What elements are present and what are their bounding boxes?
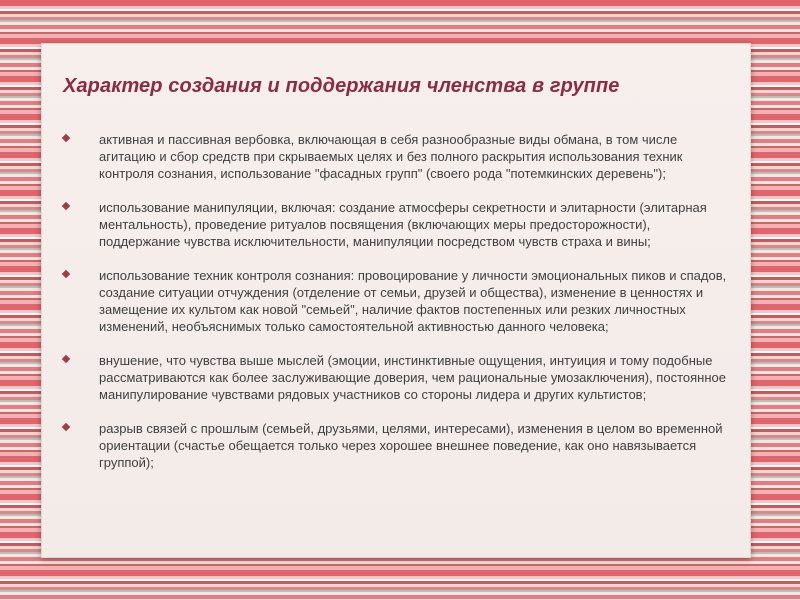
diamond-bullet-icon (62, 202, 70, 210)
bullet-item (59, 420, 729, 471)
bullet-item (59, 199, 729, 250)
bullet-text: активная и пассивная вербовка, включающая в себя разнообразные виды обмана, в том числе агитацию и сбор средств при скрываемых целях и без полного раскрытия использования техник контроля сознания, использование "фасадных групп" (своего рода "потемкинских деревень"); (99, 132, 683, 181)
diamond-bullet-icon (62, 355, 70, 363)
bullet-list (59, 131, 729, 488)
diamond-bullet-icon (62, 270, 70, 278)
slide-title: Характер создания и поддержания членства в группе (63, 75, 620, 97)
bullet-item (59, 267, 729, 335)
bullet-text: внушение, что чувства выше мыслей (эмоции, инстинктивные ощущения, интуиция и тому подобные рассматриваются как более заслуживающие доверия, чем рациональные умозаключения), постоянное манипулирование чувствами рядовых участников со стороны лидера и других культистов; (99, 353, 726, 402)
bullet-text: разрыв связей с прошлым (семьей, друзьями, целями, интересами), изменения в целом во временной ориентации (счастье обещается только через хорошее внешнее поведение, как оно навязывается группой); (99, 421, 723, 470)
bullet-text: использование техник контроля сознания: провоцирование у личности эмоциональных пиков и спадов, создание ситуации отчуждения (отделение от семьи, друзей и общества), изменение в ценностях и замещение их культом как новой "семьей", наличие фактов постепенных или резких личностных изменений, необъяснимых только самостоятельной активностью данного человека; (99, 268, 727, 334)
bullet-item (59, 131, 729, 182)
slide-panel (41, 43, 751, 558)
bullet-text: использование манипуляции, включая: создание атмосферы секретности и элитарности (элитарная ментальность), проведение ритуалов посвящения (включающих меры предосторожности), поддержание чувства исключительности, манипуляции посредством чувств страха и вины; (99, 200, 707, 249)
diamond-bullet-icon (62, 134, 70, 142)
diamond-bullet-icon (62, 423, 70, 431)
bullet-item (59, 352, 729, 403)
